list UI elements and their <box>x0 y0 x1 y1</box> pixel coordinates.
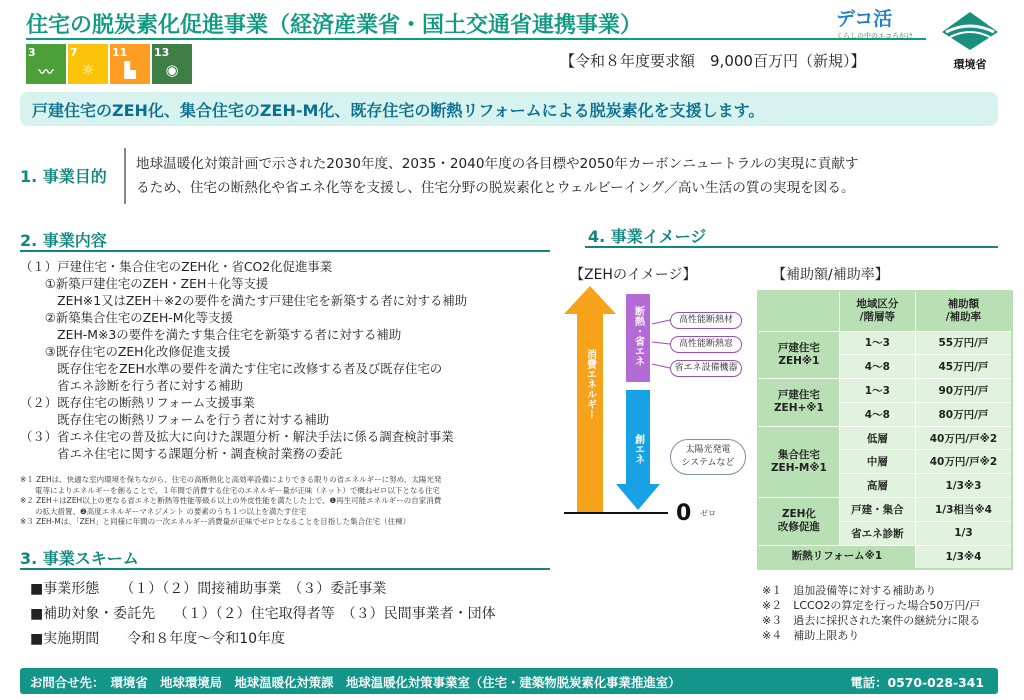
content-line: ZEH※1又はZEH＋※2の要件を満たす戸建住宅を新築する者に対する補助 <box>20 293 468 308</box>
pill-window: 高性能断熱窓 <box>670 336 742 353</box>
table-amount-cell: 90万円/戸 <box>915 379 1012 403</box>
subsidy-table <box>757 290 1013 570</box>
deco-logo-tagline: くらしの中のエコろがけ <box>836 32 913 40</box>
table-region-cell: 戸建・集合 <box>839 498 915 522</box>
pill-insulation: 高性能断熱材 <box>670 312 742 329</box>
pill-equipment: 省エネ設備機器 <box>670 360 742 377</box>
deco-logo-name: デコ活 <box>836 8 893 30</box>
content-line: （３）省エネ住宅の普及拡大に向けた課題分析・解決手法に係る調査検討事業 <box>20 429 454 444</box>
table-header-cell: 地域区分 /階層等 <box>839 291 915 331</box>
table-region-cell: 高層 <box>839 474 915 498</box>
table-header-cell <box>758 291 839 331</box>
creation-label: 創エネ <box>632 434 644 464</box>
note-line: ※１ ZEHは、快適な室内環境を保ちながら、住宅の高断熱化と高効率設備によりできる限りの省エネルギーに努め、太陽光発 <box>20 475 442 484</box>
footnote: ※１ 追加設備等に対する補助あり <box>762 584 937 597</box>
table-row <box>758 426 1012 450</box>
table-amount-cell: 80万円/戸 <box>915 402 1012 426</box>
footnote: ※２ LCCO2の算定を行った場合50万円/戸 <box>762 599 981 612</box>
content-line: ZEH-M※3の要件を満たす集合住宅を新築する者に対する補助 <box>20 327 402 342</box>
image-heading: 4. 事業イメージ <box>588 227 707 246</box>
purpose-divider <box>124 148 126 204</box>
moe-mark-icon <box>940 10 1000 52</box>
sdg-7-icon: 7 ☼ <box>68 44 108 84</box>
purpose-line: 地球温暖化対策計画で示された2030年度、2035・2040年度の各目標や2050年カーボンニュートラルの実現に貢献す <box>136 156 859 172</box>
footnote: ※４ 補助上限あり <box>762 629 860 642</box>
scheme-row: ■補助対象・委託先 （１）（２）住宅取得者等 （３）民間事業者・団体 <box>30 606 496 622</box>
content-line: 既存住宅の断熱リフォームを行う者に対する補助 <box>20 412 330 427</box>
zero-label: ゼロ <box>700 509 716 518</box>
note-line: ※２ ZEH＋はZEH以上の更なる省エネと断熱等性能等級６以上の外皮性能を満たした上で、❶再生可能エネルギーの自家消費 <box>20 496 442 505</box>
content-line: ①新築戸建住宅のZEH・ZEH＋化等支援 <box>20 276 269 291</box>
sdg-13-icon: 13 ◉ <box>152 44 192 84</box>
content-line: （２）既存住宅の断熱リフォーム支援事業 <box>20 395 255 410</box>
page-title: 住宅の脱炭素化促進事業（経済産業省・国土交通省連携事業） <box>26 13 643 38</box>
table-amount-cell: 1/3※4 <box>915 545 1012 569</box>
table-category-cell: 集合住宅 ZEH-M※1 <box>758 426 839 497</box>
budget-amount: 【令和８年度要求額 9,000百万円（新規）】 <box>560 52 866 70</box>
note-line: 電等によりエネルギーを創ることで、１年間で消費する住宅のエネルギー量が正味（ネット）で概ねゼロ以下となる住宅 <box>20 485 440 495</box>
table-header-cell: 補助額 /補助率 <box>915 291 1012 331</box>
table-amount-cell: 1/3※3 <box>915 474 1012 498</box>
table-region-cell: 中層 <box>839 450 915 474</box>
table-amount-cell: 1/3 <box>915 521 1012 545</box>
table-amount-cell: 1/3相当※4 <box>915 498 1012 522</box>
note-line: ※３ ZEH-Mは、「ZEH」と同様に年間の一次エネルギー消費量が正味でゼロとなることを目指した集合住宅（住棟） <box>20 517 411 526</box>
purpose-text <box>136 152 996 200</box>
purpose-heading: 1. 事業目的 <box>20 167 107 186</box>
contact-text: お問合せ先： 環境省 地球環境局 地球温暖化対策課 地球温暖化対策事業室（住宅・建築物脱炭素化事業推進室） <box>30 675 681 690</box>
table-region-cell: 4～8 <box>839 355 915 379</box>
saving-label: 断熱・省エネ <box>632 306 644 366</box>
sdg-3-icon: 3 〰 <box>26 44 66 84</box>
table-header-row <box>758 291 1012 331</box>
contact-footer <box>20 668 998 694</box>
table-amount-cell: 55万円/戸 <box>915 331 1012 355</box>
purpose-line: るため、住宅の断熱化や省エネ化等を支援し、住宅分野の脱炭素化とウェルビーイング／高い生活の質の実現を図る。 <box>136 180 855 196</box>
header-divider <box>26 38 926 40</box>
contact-phone: 電話：0570-028-341 <box>850 675 984 690</box>
image-heading-underline <box>585 246 998 248</box>
content-line: 既存住宅をZEH水準の要件を満たす住宅に改修する者及び既存住宅の <box>20 361 443 376</box>
table-amount-cell: 45万円/戸 <box>915 355 1012 379</box>
content-heading: 2. 事業内容 <box>20 231 107 250</box>
table-row <box>758 498 1012 522</box>
content-line: 省エネ診断を行う者に対する補助 <box>20 378 244 393</box>
table-category-cell: 戸建住宅 ZEH※1 <box>758 331 839 379</box>
table-amount-cell: 40万円/戸※2 <box>915 450 1012 474</box>
table-region-cell: 1～3 <box>839 379 915 403</box>
scheme-heading: 3. 事業スキーム <box>20 549 139 568</box>
scheme-heading-underline <box>20 568 550 570</box>
table-row <box>758 545 1012 569</box>
scheme-row: ■事業形態 （１）（２）間接補助事業 （３）委託事業 <box>30 581 387 597</box>
note-line: の拡大措置、❷高度エネルギーマネジメント の要素のうち１つ以上を満たす住宅 <box>20 506 307 516</box>
solar-line: 太陽光発電 <box>685 445 731 455</box>
content-line: ③既存住宅のZEH化改修促進支援 <box>20 344 231 359</box>
table-region-cell: 4～8 <box>839 402 915 426</box>
content-line: 省エネ住宅に関する課題分析・調査検討業務の委託 <box>20 446 343 461</box>
table-category-cell: ZEH化 改修促進 <box>758 498 839 546</box>
content-line: ②新築集合住宅のZEH-M化等支援 <box>20 310 233 325</box>
content-notes <box>20 475 560 528</box>
solar-line: システムなど <box>681 458 735 468</box>
subsidy-title: 【補助額/補助率】 <box>772 267 889 283</box>
solar-bubble <box>670 439 746 475</box>
content-list <box>20 258 560 462</box>
table-region-cell: 省エネ診断 <box>839 521 915 545</box>
scheme-list <box>30 578 570 653</box>
deco-katsu-logo <box>836 4 932 42</box>
footnote: ※３ 過去に採択された案件の継続分に限る <box>762 614 981 627</box>
table-amount-cell: 40万円/戸※2 <box>915 426 1012 450</box>
sdg-11-icon: 11 ▙ <box>110 44 150 84</box>
summary-banner: 戸建住宅のZEH化、集合住宅のZEH-M化、既存住宅の断熱リフォームによる脱炭素化を支援します。 <box>20 92 998 126</box>
zero-value: 0 <box>676 501 692 524</box>
content-line: （１）戸建住宅・集合住宅のZEH化・省CO2化促進事業 <box>20 259 333 274</box>
table-category-cell: 断熱リフォーム※1 <box>758 545 915 569</box>
moe-logo-text: 環境省 <box>953 58 987 71</box>
table-row <box>758 379 1012 403</box>
table-region-cell: 低層 <box>839 426 915 450</box>
consumption-label: 消費エネルギー <box>584 349 596 419</box>
table-region-cell: 1～3 <box>839 331 915 355</box>
zeh-image-title: 【ZEHのイメージ】 <box>570 267 697 283</box>
moe-logo <box>935 10 1005 80</box>
content-heading-underline <box>20 250 550 252</box>
scheme-row: ■実施期間 令和８年度～令和10年度 <box>30 631 286 647</box>
table-row <box>758 331 1012 355</box>
table-category-cell: 戸建住宅 ZEH+※1 <box>758 379 839 427</box>
table-footnotes <box>762 583 980 643</box>
